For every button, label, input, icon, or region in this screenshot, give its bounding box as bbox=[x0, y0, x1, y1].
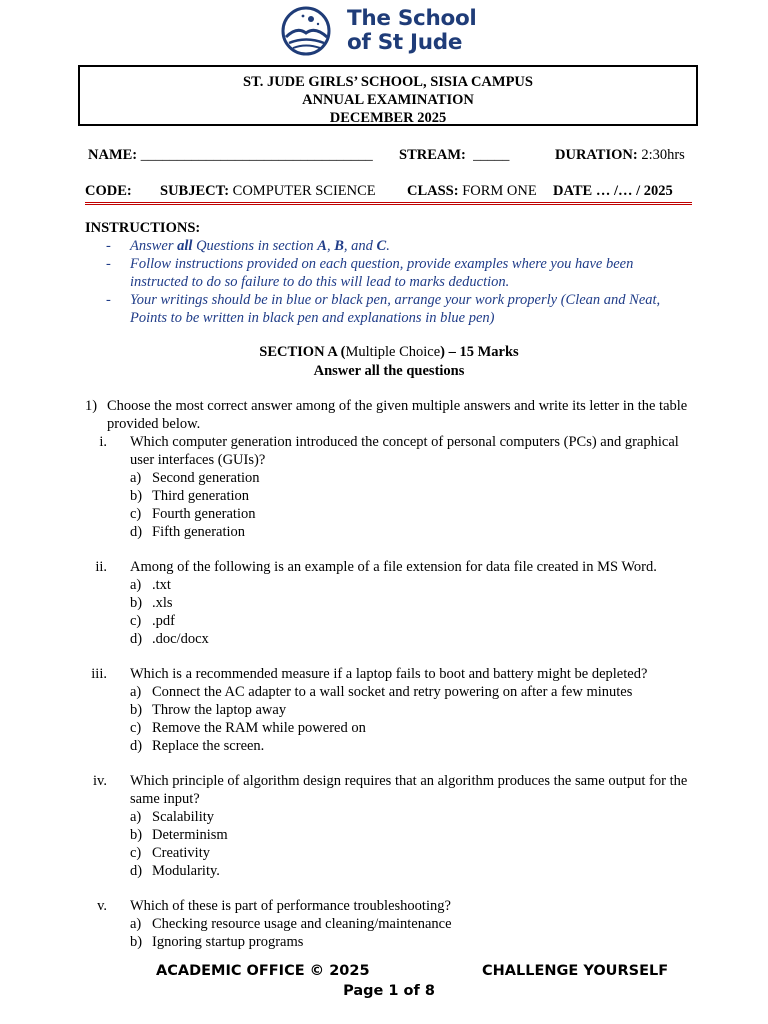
page-number: Page 1 of 8 bbox=[343, 983, 435, 999]
option-text: .pdf bbox=[152, 613, 175, 629]
answer-option bbox=[85, 487, 693, 505]
option-letter: a) bbox=[130, 809, 142, 825]
option-text: Creativity bbox=[152, 845, 210, 861]
answer-option bbox=[85, 915, 693, 933]
option-letter: c) bbox=[130, 506, 142, 522]
option-letter: a) bbox=[130, 470, 142, 486]
option-text: Modularity. bbox=[152, 863, 220, 879]
class-field bbox=[407, 183, 537, 200]
sub-question-numeral: i. bbox=[99, 434, 107, 450]
sub-question-numeral: iii. bbox=[91, 666, 107, 682]
section-prefix: SECTION A ( bbox=[259, 344, 346, 360]
option-text: Throw the laptop away bbox=[152, 702, 287, 718]
stream-field bbox=[399, 147, 509, 164]
name-blank: ________________________________ bbox=[140, 147, 373, 163]
instructions-heading: INSTRUCTIONS: bbox=[85, 220, 201, 236]
class-value: FORM ONE bbox=[462, 183, 537, 199]
answer-option bbox=[85, 523, 693, 541]
subject-value: COMPUTER SCIENCE bbox=[232, 183, 376, 199]
option-letter: b) bbox=[130, 488, 143, 504]
option-letter: b) bbox=[130, 702, 143, 718]
option-text: Second generation bbox=[152, 470, 260, 486]
section-marks: ) – 15 Marks bbox=[440, 344, 519, 360]
footer-motto: CHALLENGE YOURSELF bbox=[482, 963, 669, 979]
questions bbox=[85, 397, 693, 951]
sub-question-text: Which is a recommended measure if a laptop fails to boot and battery might be depleted? bbox=[130, 666, 648, 682]
option-letter: b) bbox=[130, 827, 143, 843]
option-letter: a) bbox=[130, 916, 142, 932]
option-text: .txt bbox=[152, 577, 171, 593]
option-letter: d) bbox=[130, 524, 143, 540]
sub-question-text: Among of the following is an example of a file extension for data file created in MS Word. bbox=[130, 559, 657, 575]
option-text: Checking resource usage and cleaning/maintenance bbox=[152, 916, 452, 932]
option-text: Fourth generation bbox=[152, 506, 256, 522]
answer-option bbox=[85, 630, 693, 648]
stream-blank: _____ bbox=[473, 147, 510, 163]
option-letter: c) bbox=[130, 720, 142, 736]
question-gap bbox=[85, 755, 693, 772]
answer-option bbox=[85, 576, 693, 594]
subject-field bbox=[160, 183, 376, 200]
code-label: CODE: bbox=[85, 183, 132, 199]
question-gap bbox=[85, 541, 693, 558]
sub-question-text: Which of these is part of performance troubleshooting? bbox=[130, 898, 451, 914]
answer-option bbox=[85, 737, 693, 755]
sub-question bbox=[85, 897, 693, 915]
section-subtitle: Answer all the questions bbox=[313, 363, 465, 379]
sub-question-numeral: v. bbox=[97, 898, 107, 914]
logo-wordmark bbox=[347, 7, 477, 55]
sub-question bbox=[85, 772, 693, 808]
sub-question bbox=[85, 558, 693, 576]
name-label: NAME: bbox=[88, 147, 138, 163]
sub-questions bbox=[85, 433, 693, 951]
duration-field bbox=[555, 147, 685, 164]
answer-option bbox=[85, 505, 693, 523]
date-field: DATE … /… / 2025 bbox=[553, 183, 673, 199]
sub-question-numeral: iv. bbox=[93, 773, 107, 789]
answer-option bbox=[85, 469, 693, 487]
option-text: Connect the AC adapter to a wall socket and retry powering on after a few minutes bbox=[152, 684, 633, 700]
option-text: .doc/docx bbox=[152, 631, 209, 647]
answer-option bbox=[85, 862, 693, 880]
class-label: CLASS: bbox=[407, 183, 459, 199]
sub-question-text: Which principle of algorithm design requires that an algorithm produces the same output for the same input? bbox=[130, 773, 688, 807]
option-letter: c) bbox=[130, 845, 142, 861]
question-gap bbox=[85, 648, 693, 665]
sub-question bbox=[85, 665, 693, 683]
exam-title: ANNUAL EXAMINATION bbox=[302, 92, 474, 108]
option-letter: b) bbox=[130, 595, 143, 611]
sub-question bbox=[85, 433, 693, 469]
answer-option bbox=[85, 701, 693, 719]
stream-label: STREAM: bbox=[399, 147, 466, 163]
section-type: Multiple Choice bbox=[345, 344, 441, 360]
option-text: Replace the screen. bbox=[152, 738, 265, 754]
option-text: Determinism bbox=[152, 827, 228, 843]
school-name: ST. JUDE GIRLS’ SCHOOL, SISIA CAMPUS bbox=[243, 74, 533, 90]
sub-question-numeral: ii. bbox=[95, 559, 107, 575]
footer-office: ACADEMIC OFFICE © 2025 bbox=[156, 963, 370, 979]
duration-value: 2:30hrs bbox=[641, 147, 685, 163]
option-letter: d) bbox=[130, 863, 143, 879]
instructions-list bbox=[85, 237, 690, 327]
answer-option bbox=[85, 612, 693, 630]
answer-option bbox=[85, 594, 693, 612]
option-text: .xls bbox=[152, 595, 173, 611]
question-gap bbox=[85, 880, 693, 897]
option-text: Scalability bbox=[152, 809, 215, 825]
option-text: Ignoring startup programs bbox=[152, 934, 304, 950]
question-number: 1) bbox=[85, 398, 98, 414]
answer-option bbox=[85, 933, 693, 951]
option-letter: c) bbox=[130, 613, 142, 629]
option-letter: d) bbox=[130, 631, 143, 647]
subject-label: SUBJECT: bbox=[160, 183, 230, 199]
exam-date: DECEMBER 2025 bbox=[329, 110, 447, 126]
section-title bbox=[0, 343, 768, 381]
school-logo bbox=[281, 6, 491, 58]
sub-question-text: Which computer generation introduced the concept of personal computers (PCs) and graphical user interfaces (GUIs)? bbox=[130, 434, 679, 468]
option-letter: a) bbox=[130, 577, 142, 593]
question-text: Choose the most correct answer among of the given multiple answers and write its letter in the table provided below. bbox=[107, 398, 688, 432]
instructions bbox=[85, 219, 690, 327]
answer-option bbox=[85, 719, 693, 737]
answer-option bbox=[85, 826, 693, 844]
option-letter: b) bbox=[130, 934, 143, 950]
option-text: Fifth generation bbox=[152, 524, 246, 540]
question-1 bbox=[85, 397, 693, 433]
answer-option bbox=[85, 683, 693, 701]
duration-label: DURATION: bbox=[555, 147, 638, 163]
instruction-item: - Follow instructions provided on each question, provide examples where you have been instructed to do so failure to do this will lead to marks deduction. bbox=[106, 256, 634, 290]
name-field bbox=[88, 147, 373, 164]
option-letter: d) bbox=[130, 738, 143, 754]
answer-option bbox=[85, 808, 693, 826]
option-text: Third generation bbox=[152, 488, 250, 504]
exam-header-box bbox=[78, 65, 698, 126]
instruction-item: - Your writings should be in blue or black pen, arrange your work properly (Clean and Neat, Points to be written in black pen and explanations in blue pen) bbox=[106, 292, 661, 326]
school-emblem-icon bbox=[281, 6, 333, 56]
logo-line-1: The School bbox=[347, 6, 477, 31]
header-divider bbox=[85, 202, 692, 205]
option-letter: a) bbox=[130, 684, 142, 700]
instruction-item: - Answer all Questions in section A, B, and C. bbox=[106, 238, 390, 254]
logo-line-2: of St Jude bbox=[347, 30, 463, 55]
answer-option bbox=[85, 844, 693, 862]
option-text: Remove the RAM while powered on bbox=[152, 720, 366, 736]
